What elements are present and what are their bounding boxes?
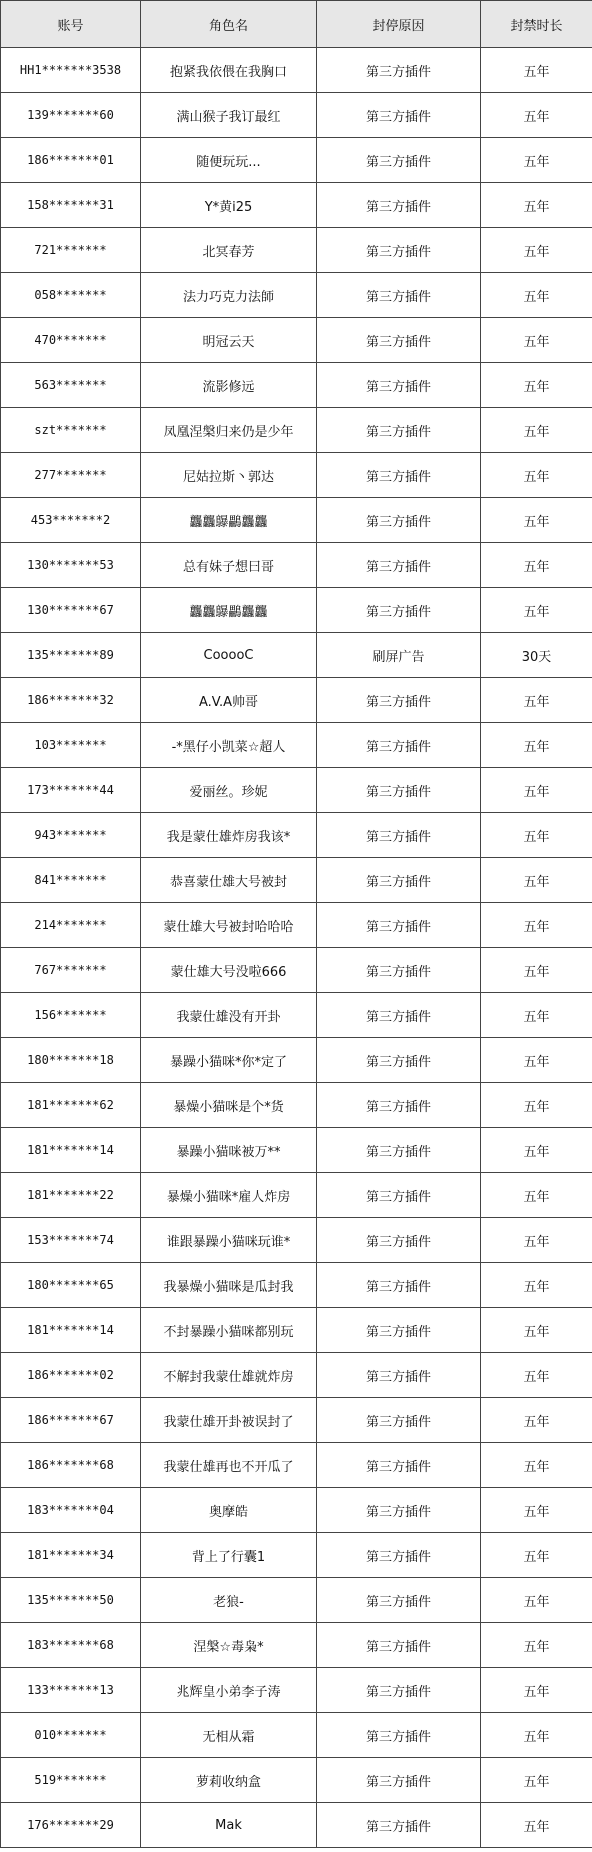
table-row	[1, 678, 592, 723]
table-row	[1, 1578, 592, 1623]
ban-reason-cell: 第三方插件	[317, 1038, 481, 1083]
role-name-cell: 不解封我蒙仕雄就炸房	[141, 1353, 317, 1398]
table-row	[1, 228, 592, 273]
account-cell: 173*******44	[1, 768, 141, 813]
ban-duration-cell: 五年	[481, 903, 592, 948]
ban-reason-cell: 第三方插件	[317, 768, 481, 813]
account-cell: 277*******	[1, 453, 141, 498]
role-name-cell: 我蒙仕雄开卦被误封了	[141, 1398, 317, 1443]
table-row	[1, 1533, 592, 1578]
ban-reason-cell: 第三方插件	[317, 273, 481, 318]
account-cell: 176*******29	[1, 1803, 141, 1848]
table-row	[1, 948, 592, 993]
account-cell: 130*******67	[1, 588, 141, 633]
account-cell: 470*******	[1, 318, 141, 363]
account-cell: 183*******04	[1, 1488, 141, 1533]
role-name-cell: 老狼-	[141, 1578, 317, 1623]
ban-reason-cell: 第三方插件	[317, 1713, 481, 1758]
role-name-cell: 我暴燥小猫咪是瓜封我	[141, 1263, 317, 1308]
ban-duration-cell: 五年	[481, 1308, 592, 1353]
account-cell: 767*******	[1, 948, 141, 993]
account-cell: 058*******	[1, 273, 141, 318]
role-name-cell: 法力巧克力法師	[141, 273, 317, 318]
role-name-cell: 总有妹子想曰哥	[141, 543, 317, 588]
ban-duration-cell: 五年	[481, 363, 592, 408]
account-cell: szt*******	[1, 408, 141, 453]
table-row	[1, 588, 592, 633]
account-cell: 181*******22	[1, 1173, 141, 1218]
ban-duration-cell: 五年	[481, 1713, 592, 1758]
role-name-cell: 蒙仕雄大号没啦666	[141, 948, 317, 993]
account-cell: 181*******14	[1, 1128, 141, 1173]
ban-duration-cell: 五年	[481, 228, 592, 273]
ban-reason-cell: 第三方插件	[317, 48, 481, 93]
ban-duration-cell: 五年	[481, 1038, 592, 1083]
table-row	[1, 1758, 592, 1803]
role-name-cell: 我蒙仕雄再也不开瓜了	[141, 1443, 317, 1488]
account-cell: 841*******	[1, 858, 141, 903]
ban-duration-cell: 五年	[481, 183, 592, 228]
table-row	[1, 1263, 592, 1308]
table-row	[1, 903, 592, 948]
account-cell: 181*******62	[1, 1083, 141, 1128]
header-role-name: 角色名	[141, 1, 317, 48]
ban-reason-cell: 第三方插件	[317, 363, 481, 408]
header-ban-duration: 封禁时长	[481, 1, 592, 48]
role-name-cell: 恭喜蒙仕雄大号被封	[141, 858, 317, 903]
ban-list-body	[1, 48, 592, 1848]
ban-reason-cell: 第三方插件	[317, 1218, 481, 1263]
role-name-cell: 暴躁小猫咪被万**	[141, 1128, 317, 1173]
role-name-cell: 谁跟暴躁小猫咪玩谁*	[141, 1218, 317, 1263]
header-row	[1, 1, 592, 48]
ban-duration-cell: 五年	[481, 93, 592, 138]
role-name-cell: 尼姑拉斯丶郭达	[141, 453, 317, 498]
ban-reason-cell: 第三方插件	[317, 1398, 481, 1443]
account-cell: 519*******	[1, 1758, 141, 1803]
ban-duration-cell: 五年	[481, 813, 592, 858]
ban-duration-cell: 五年	[481, 543, 592, 588]
ban-reason-cell: 第三方插件	[317, 1668, 481, 1713]
ban-reason-cell: 第三方插件	[317, 723, 481, 768]
table-row	[1, 498, 592, 543]
role-name-cell: 萝莉收纳盒	[141, 1758, 317, 1803]
account-cell: 183*******68	[1, 1623, 141, 1668]
account-cell: 186*******68	[1, 1443, 141, 1488]
table-row	[1, 1308, 592, 1353]
role-name-cell: 我是蒙仕雄炸房我该*	[141, 813, 317, 858]
table-row	[1, 93, 592, 138]
role-name-cell: 抱紧我依偎在我胸口	[141, 48, 317, 93]
ban-reason-cell: 第三方插件	[317, 1623, 481, 1668]
role-name-cell: 涅槃☆毒枭*	[141, 1623, 317, 1668]
account-cell: 943*******	[1, 813, 141, 858]
ban-reason-cell: 第三方插件	[317, 678, 481, 723]
ban-duration-cell: 五年	[481, 993, 592, 1038]
account-cell: 186*******01	[1, 138, 141, 183]
account-cell: 721*******	[1, 228, 141, 273]
table-row	[1, 408, 592, 453]
ban-reason-cell: 第三方插件	[317, 408, 481, 453]
ban-duration-cell: 五年	[481, 588, 592, 633]
ban-reason-cell: 第三方插件	[317, 813, 481, 858]
table-row	[1, 1623, 592, 1668]
ban-reason-cell: 第三方插件	[317, 93, 481, 138]
table-row	[1, 1218, 592, 1263]
header-account: 账号	[1, 1, 141, 48]
header-ban-reason: 封停原因	[317, 1, 481, 48]
table-row	[1, 1443, 592, 1488]
role-name-cell: 北冥春芳	[141, 228, 317, 273]
table-row	[1, 723, 592, 768]
table-row	[1, 768, 592, 813]
table-row	[1, 633, 592, 678]
account-cell: 186*******32	[1, 678, 141, 723]
table-row	[1, 1038, 592, 1083]
role-name-cell: 龘龘鸔鸓龘龘	[141, 498, 317, 543]
account-cell: 133*******13	[1, 1668, 141, 1713]
ban-duration-cell: 五年	[481, 723, 592, 768]
account-cell: 153*******74	[1, 1218, 141, 1263]
ban-duration-cell: 五年	[481, 453, 592, 498]
role-name-cell: 暴燥小猫咪是个*货	[141, 1083, 317, 1128]
role-name-cell: 凤凰涅槃归来仍是少年	[141, 408, 317, 453]
role-name-cell: 奥摩皓	[141, 1488, 317, 1533]
ban-reason-cell: 第三方插件	[317, 1443, 481, 1488]
table-row	[1, 363, 592, 408]
role-name-cell: 流影修远	[141, 363, 317, 408]
ban-duration-cell: 五年	[481, 1263, 592, 1308]
table-row	[1, 1803, 592, 1848]
ban-reason-cell: 第三方插件	[317, 1083, 481, 1128]
ban-duration-cell: 五年	[481, 1218, 592, 1263]
ban-duration-cell: 五年	[481, 318, 592, 363]
ban-duration-cell: 五年	[481, 1488, 592, 1533]
table-row	[1, 1173, 592, 1218]
role-name-cell: 蒙仕雄大号被封哈哈哈	[141, 903, 317, 948]
ban-reason-cell: 第三方插件	[317, 228, 481, 273]
table-row	[1, 273, 592, 318]
ban-reason-cell: 刷屏广告	[317, 633, 481, 678]
role-name-cell: 满山猴子我订最红	[141, 93, 317, 138]
table-row	[1, 453, 592, 498]
account-cell: 180*******65	[1, 1263, 141, 1308]
ban-reason-cell: 第三方插件	[317, 1533, 481, 1578]
ban-duration-cell: 五年	[481, 1578, 592, 1623]
account-cell: 180*******18	[1, 1038, 141, 1083]
ban-duration-cell: 五年	[481, 48, 592, 93]
table-row	[1, 993, 592, 1038]
table-row	[1, 183, 592, 228]
ban-reason-cell: 第三方插件	[317, 1758, 481, 1803]
ban-duration-cell: 30天	[481, 633, 592, 678]
ban-reason-cell: 第三方插件	[317, 1128, 481, 1173]
account-cell: 156*******	[1, 993, 141, 1038]
ban-duration-cell: 五年	[481, 1353, 592, 1398]
table-row	[1, 1488, 592, 1533]
role-name-cell: 爱丽丝。珍妮	[141, 768, 317, 813]
ban-duration-cell: 五年	[481, 498, 592, 543]
role-name-cell: Y*黄i25	[141, 183, 317, 228]
table-row	[1, 138, 592, 183]
table-row	[1, 1128, 592, 1173]
ban-reason-cell: 第三方插件	[317, 903, 481, 948]
ban-duration-cell: 五年	[481, 1173, 592, 1218]
ban-duration-cell: 五年	[481, 1758, 592, 1803]
ban-reason-cell: 第三方插件	[317, 1488, 481, 1533]
table-row	[1, 1353, 592, 1398]
ban-duration-cell: 五年	[481, 1443, 592, 1488]
ban-duration-cell: 五年	[481, 1668, 592, 1713]
ban-duration-cell: 五年	[481, 858, 592, 903]
role-name-cell: A.V.A帅哥	[141, 678, 317, 723]
table-row	[1, 48, 592, 93]
account-cell: 158*******31	[1, 183, 141, 228]
role-name-cell: -*黑仔小凯菜☆超人	[141, 723, 317, 768]
account-cell: 135*******89	[1, 633, 141, 678]
ban-reason-cell: 第三方插件	[317, 138, 481, 183]
ban-duration-cell: 五年	[481, 1803, 592, 1848]
table-row	[1, 1668, 592, 1713]
ban-reason-cell: 第三方插件	[317, 498, 481, 543]
role-name-cell: 龘龘鸔鸓龘龘	[141, 588, 317, 633]
table-row	[1, 1398, 592, 1443]
ban-duration-cell: 五年	[481, 678, 592, 723]
account-cell: 139*******60	[1, 93, 141, 138]
account-cell: 103*******	[1, 723, 141, 768]
table-row	[1, 1713, 592, 1758]
ban-duration-cell: 五年	[481, 1128, 592, 1173]
account-cell: 181*******14	[1, 1308, 141, 1353]
ban-reason-cell: 第三方插件	[317, 1308, 481, 1353]
ban-duration-cell: 五年	[481, 948, 592, 993]
role-name-cell: CooooC	[141, 633, 317, 678]
role-name-cell: 兆辉皇小弟李子涛	[141, 1668, 317, 1713]
ban-duration-cell: 五年	[481, 1623, 592, 1668]
account-cell: 135*******50	[1, 1578, 141, 1623]
ban-reason-cell: 第三方插件	[317, 1353, 481, 1398]
ban-duration-cell: 五年	[481, 273, 592, 318]
ban-duration-cell: 五年	[481, 1398, 592, 1443]
account-cell: 010*******	[1, 1713, 141, 1758]
ban-duration-cell: 五年	[481, 1533, 592, 1578]
role-name-cell: 随便玩玩...	[141, 138, 317, 183]
ban-reason-cell: 第三方插件	[317, 588, 481, 633]
account-cell: 214*******	[1, 903, 141, 948]
role-name-cell: 明冠云天	[141, 318, 317, 363]
role-name-cell: 暴躁小猫咪*你*定了	[141, 1038, 317, 1083]
account-cell: 181*******34	[1, 1533, 141, 1578]
table-row	[1, 813, 592, 858]
ban-duration-cell: 五年	[481, 408, 592, 453]
table-row	[1, 1083, 592, 1128]
role-name-cell: 暴燥小猫咪*雇人炸房	[141, 1173, 317, 1218]
account-cell: 130*******53	[1, 543, 141, 588]
ban-reason-cell: 第三方插件	[317, 1173, 481, 1218]
ban-duration-cell: 五年	[481, 768, 592, 813]
ban-duration-cell: 五年	[481, 1083, 592, 1128]
table-row	[1, 318, 592, 363]
ban-reason-cell: 第三方插件	[317, 1803, 481, 1848]
account-cell: 186*******02	[1, 1353, 141, 1398]
account-cell: 186*******67	[1, 1398, 141, 1443]
ban-reason-cell: 第三方插件	[317, 858, 481, 903]
ban-reason-cell: 第三方插件	[317, 183, 481, 228]
ban-reason-cell: 第三方插件	[317, 993, 481, 1038]
role-name-cell: 我蒙仕雄没有开卦	[141, 993, 317, 1038]
account-cell: 453*******2	[1, 498, 141, 543]
account-cell: 563*******	[1, 363, 141, 408]
table-row	[1, 543, 592, 588]
ban-reason-cell: 第三方插件	[317, 948, 481, 993]
account-cell: HH1*******3538	[1, 48, 141, 93]
ban-reason-cell: 第三方插件	[317, 318, 481, 363]
ban-reason-cell: 第三方插件	[317, 1578, 481, 1623]
ban-reason-cell: 第三方插件	[317, 543, 481, 588]
ban-reason-cell: 第三方插件	[317, 453, 481, 498]
ban-reason-cell: 第三方插件	[317, 1263, 481, 1308]
role-name-cell: Mak	[141, 1803, 317, 1848]
role-name-cell: 背上了行囊1	[141, 1533, 317, 1578]
ban-duration-cell: 五年	[481, 138, 592, 183]
role-name-cell: 不封暴躁小猫咪都别玩	[141, 1308, 317, 1353]
table-row	[1, 858, 592, 903]
role-name-cell: 无相从霜	[141, 1713, 317, 1758]
